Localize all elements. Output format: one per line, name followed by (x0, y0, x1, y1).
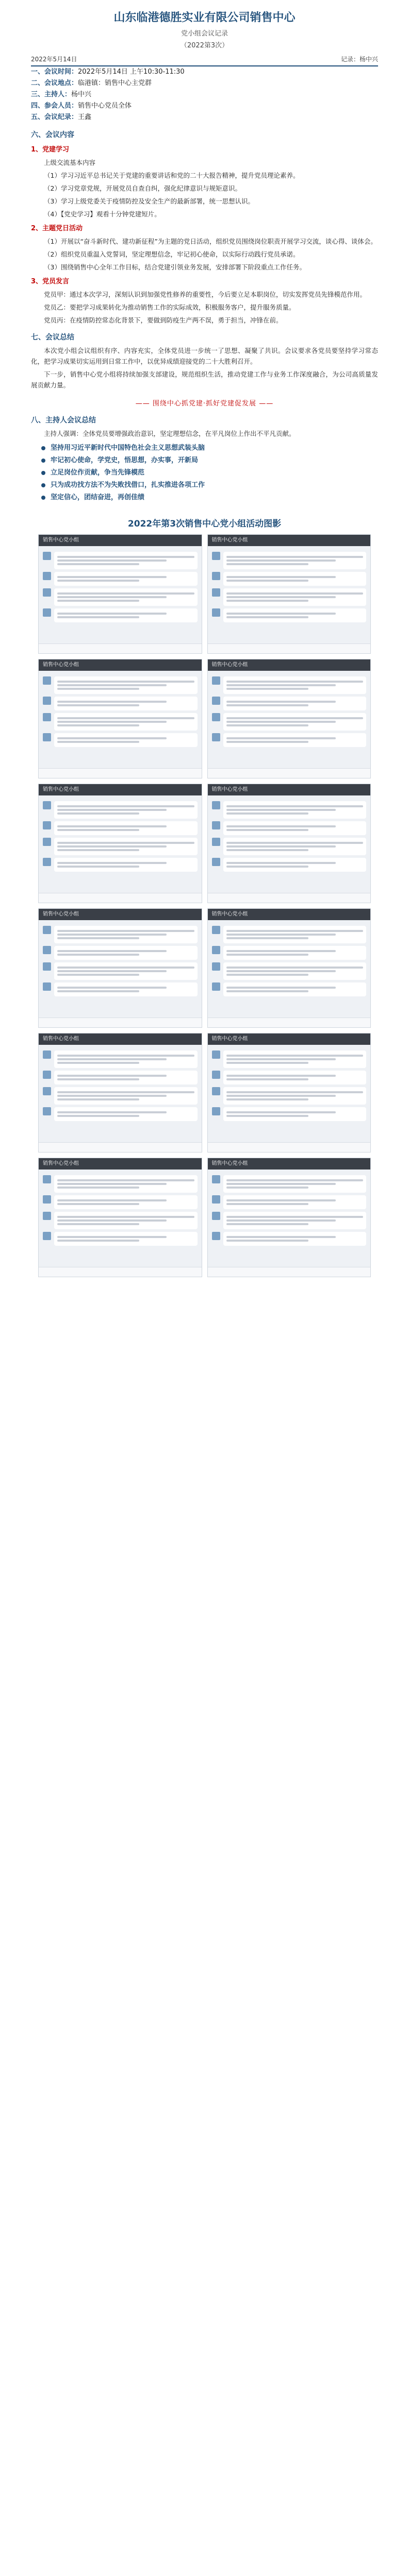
subsection-title: 1、党建学习 (31, 146, 70, 154)
paragraph: （2）学习党章党规，开展党员自查自纠，强化纪律意识与规矩意识。 (44, 184, 241, 192)
info-value: 销售中心党员全体 (78, 102, 132, 110)
text-line (226, 1179, 364, 1181)
paragraph: 本次党小组会议组织有序、内容充实，全体党员进一步统一了思想、凝聚了共识。会议要求各党员要坚持学习常态化，把学习成果切实运用到日常工作中，以优异成绩迎接党的二十大胜利召开。 (31, 347, 378, 365)
chat-header: 销售中心党小组 (39, 1033, 202, 1045)
chat-bubble (223, 1087, 367, 1105)
chat-body (39, 1170, 202, 1251)
text-line (226, 737, 336, 739)
chat-body (39, 795, 202, 877)
text-line (57, 934, 167, 936)
text-line (226, 616, 308, 618)
chat-screenshot (207, 908, 371, 1028)
chat-bubble (223, 1175, 367, 1193)
text-line (226, 1216, 364, 1218)
chat-input-bar (39, 768, 202, 778)
meeting-info (31, 66, 378, 123)
text-line (57, 741, 139, 743)
text-line (57, 990, 139, 992)
text-line (226, 688, 308, 690)
text-line (226, 805, 364, 807)
text-line (57, 580, 139, 582)
text-line (57, 724, 139, 726)
text-line (57, 1062, 139, 1064)
text-line (226, 741, 308, 743)
text-line (226, 1236, 336, 1238)
chat-bubble (54, 572, 198, 586)
paragraph: 党员甲：通过本次学习，深刻认识到加强党性修养的重要性，今后要立足本职岗位，切实发挥党员先锋模范作用。 (44, 291, 367, 298)
text-line (226, 701, 336, 703)
text-line (226, 600, 308, 602)
bullet-item: 坚定信心，团结奋进，再创佳绩 (41, 492, 378, 504)
text-line (226, 1098, 308, 1100)
text-line (226, 1203, 308, 1205)
text-line (57, 684, 167, 686)
text-line (226, 1058, 336, 1060)
info-label: 五、会议纪录： (31, 113, 78, 121)
chat-bubble (54, 821, 198, 835)
text-line (57, 812, 139, 815)
summary-body (31, 428, 378, 439)
chat-bubble (54, 946, 198, 960)
chat-body (208, 1045, 371, 1127)
chat-screenshot (207, 534, 371, 654)
text-line (226, 704, 308, 706)
text-line (226, 613, 336, 615)
chat-bubble (223, 1050, 367, 1068)
chat-bubble (54, 1195, 198, 1209)
ornament-divider: —— 围绕中心抓党建·抓好党建促发展 —— (135, 400, 274, 408)
text-line (57, 987, 167, 989)
chat-bubble (54, 588, 198, 606)
text-line (226, 829, 308, 831)
text-line (226, 1199, 336, 1201)
gallery-title: 2022年第3次销售中心党小组活动图影 (127, 519, 282, 529)
text-line (57, 845, 167, 848)
text-line (57, 1115, 139, 1117)
text-line (226, 934, 336, 936)
info-value: 2022年5月14日 上午10:30-11:30 (78, 68, 185, 76)
chat-screenshot (38, 1158, 202, 1277)
text-line (57, 1216, 194, 1218)
chat-bubble (223, 713, 367, 731)
text-line (226, 990, 308, 992)
chat-header: 销售中心党小组 (39, 535, 202, 546)
text-line (226, 1062, 308, 1064)
paragraph: （3）学习上级党委关于疫情防控及安全生产的最新部署，统一思想认识。 (44, 197, 254, 205)
bullet-item: 牢记初心使命，学党史，悟思想，办实事，开新局 (41, 454, 378, 467)
meta-row (31, 55, 378, 66)
chat-bubble (223, 1071, 367, 1084)
chat-bubble (223, 1212, 367, 1229)
text-line (226, 849, 308, 851)
text-line (57, 849, 139, 851)
chat-bubble (54, 697, 198, 710)
photo-gallery (38, 534, 371, 1277)
chat-header: 销售中心党小组 (39, 659, 202, 671)
text-line (57, 937, 139, 939)
chat-bubble (54, 713, 198, 731)
section-heading: 六、会议内容 (31, 131, 74, 139)
chat-bubble (223, 858, 367, 872)
chat-bubble (223, 801, 367, 819)
chat-body (208, 671, 371, 753)
text-line (226, 866, 308, 868)
chat-bubble (223, 1232, 367, 1246)
text-line (57, 967, 194, 969)
paragraph: 党员乙：要把学习成果转化为推动销售工作的实际成效，积极服务客户，提升服务质量。 (44, 303, 296, 311)
chat-input-bar (208, 1142, 371, 1152)
text-line (226, 1091, 364, 1093)
chat-header: 销售中心党小组 (39, 909, 202, 920)
text-line (226, 825, 336, 827)
document-subtitle: 党小组会议记录 (181, 30, 228, 38)
chat-body (208, 920, 371, 1002)
text-line (226, 950, 336, 952)
text-line (57, 600, 139, 602)
chat-bubble (223, 821, 367, 835)
chat-bubble (223, 733, 367, 747)
text-line (226, 717, 364, 719)
text-line (57, 688, 139, 690)
paragraph: （4）【党史学习】观看十分钟党建短片。 (44, 210, 161, 218)
info-value: 临港镇：销售中心主党群 (78, 79, 152, 87)
chat-screenshot (38, 534, 202, 654)
text-line (226, 592, 364, 595)
subsection-title: 3、党员发言 (31, 278, 70, 285)
chat-bubble (54, 1212, 198, 1229)
text-line (57, 1187, 139, 1189)
text-line (226, 1115, 308, 1117)
text-line (226, 845, 336, 848)
document-issue: （2022第3次） (180, 42, 229, 49)
text-line (226, 809, 336, 811)
text-line (57, 704, 139, 706)
chat-bubble (223, 962, 367, 980)
paragraph: （3）围绕销售中心全年工作目标，结合党建引领业务发展，安排部署下阶段重点工作任务。 (44, 263, 306, 271)
chat-bubble (54, 926, 198, 943)
text-line (57, 825, 167, 827)
text-line (226, 1240, 308, 1242)
text-line (57, 1219, 167, 1222)
chat-body (208, 1170, 371, 1251)
text-line (226, 596, 336, 598)
chat-header: 销售中心党小组 (39, 1158, 202, 1170)
chat-bubble (54, 1175, 198, 1193)
chat-input-bar (208, 1018, 371, 1027)
chat-input-bar (39, 643, 202, 653)
subsection-title: 2、主题党日活动 (31, 225, 83, 232)
text-line (226, 930, 364, 932)
chat-bubble (54, 1050, 198, 1068)
chat-bubble (54, 608, 198, 622)
chat-bubble (223, 1195, 367, 1209)
text-line (57, 681, 194, 683)
text-line (226, 1111, 336, 1113)
info-line (31, 78, 378, 89)
info-line (31, 100, 378, 112)
chat-screenshot (38, 659, 202, 778)
chat-bubble (223, 982, 367, 996)
chat-bubble (223, 676, 367, 694)
chat-bubble (54, 552, 198, 569)
text-line (57, 737, 167, 739)
text-line (57, 805, 194, 807)
paragraph: 党员丙：在疫情防控常态化背景下，要做到防疫生产两不误，勇于担当，冲锋在前。 (44, 316, 283, 324)
text-line (57, 613, 167, 615)
text-line (226, 1183, 336, 1185)
text-line (226, 967, 364, 969)
bullet-item: 立足岗位作贡献，争当先锋模范 (41, 467, 378, 479)
chat-bubble (223, 697, 367, 710)
chat-bubble (223, 608, 367, 622)
info-value: 杨中兴 (71, 91, 92, 98)
text-line (226, 724, 308, 726)
text-line (226, 1095, 336, 1097)
text-line (226, 987, 336, 989)
chat-input-bar (208, 643, 371, 653)
chat-input-bar (208, 893, 371, 903)
text-line (57, 1199, 167, 1201)
text-line (57, 974, 139, 976)
paragraph: 上级交流基本内容 (44, 159, 96, 166)
info-line (31, 66, 378, 78)
text-line (57, 866, 139, 868)
text-line (226, 1055, 364, 1057)
info-label: 三、主持人： (31, 91, 72, 98)
info-line (31, 112, 378, 123)
text-line (57, 954, 139, 956)
text-line (57, 576, 167, 578)
chat-body (208, 795, 371, 877)
chat-input-bar (39, 1267, 202, 1277)
paragraph: 下一步，销售中心党小组将持续加强支部建设，规范组织生活，推动党建工作与业务工作深度融合，为公司高质量发展贡献力量。 (31, 370, 378, 389)
text-line (57, 1095, 167, 1097)
text-line (226, 576, 336, 578)
chat-screenshot (207, 1033, 371, 1153)
chat-bubble (223, 588, 367, 606)
text-line (57, 930, 194, 932)
text-line (226, 684, 336, 686)
chat-input-bar (39, 1142, 202, 1152)
chat-screenshot (38, 908, 202, 1028)
chat-bubble (223, 572, 367, 586)
text-line (57, 950, 167, 952)
text-line (57, 592, 194, 595)
paragraph: （2）组织党员重温入党誓词，坚定理想信念，牢记初心使命，以实际行动践行党员承诺。 (44, 250, 300, 258)
text-line (57, 1223, 139, 1225)
chat-header: 销售中心党小组 (208, 535, 371, 546)
chat-bubble (223, 946, 367, 960)
text-line (226, 563, 308, 565)
chat-header: 销售中心党小组 (208, 659, 371, 671)
text-line (57, 970, 167, 972)
chat-screenshot (38, 784, 202, 903)
text-line (57, 1203, 139, 1205)
text-line (57, 862, 167, 864)
chat-bubble (54, 1071, 198, 1084)
chat-bubble (223, 1107, 367, 1121)
text-line (57, 1091, 194, 1093)
text-line (226, 681, 364, 683)
chat-body (39, 1045, 202, 1127)
chat-header: 销售中心党小组 (208, 1033, 371, 1045)
info-label: 四、参会人员： (31, 102, 78, 110)
text-line (226, 1187, 308, 1189)
text-line (226, 862, 336, 864)
chat-bubble (54, 962, 198, 980)
paragraph: （1）开展以“奋斗新时代、建功新征程”为主题的党日活动，组织党员围绕岗位职责开展学习交流，谈心得、谈体会。 (44, 238, 377, 245)
text-line (57, 829, 139, 831)
chat-body (39, 671, 202, 753)
text-line (57, 1179, 194, 1181)
chat-bubble (54, 1107, 198, 1121)
text-line (57, 556, 194, 558)
text-line (226, 1219, 336, 1222)
meeting-sections (31, 129, 378, 391)
text-line (226, 556, 364, 558)
chat-body (208, 546, 371, 628)
text-line (226, 580, 308, 582)
bullet-list (41, 442, 378, 504)
summary-paragraph: 主持人强调：全体党员要增强政治意识，坚定理想信念，在平凡岗位上作出不平凡贡献。 (44, 430, 296, 437)
info-value: 王鑫 (78, 113, 92, 121)
text-line (57, 1058, 167, 1060)
chat-header: 销售中心党小组 (208, 909, 371, 920)
chat-bubble (54, 1232, 198, 1246)
text-line (226, 560, 336, 562)
chat-bubble (54, 733, 198, 747)
chat-body (39, 546, 202, 628)
text-line (57, 1078, 139, 1080)
info-label: 二、会议地点： (31, 79, 78, 87)
text-line (57, 1183, 167, 1185)
document-title: 山东临港德胜实业有限公司销售中心 (113, 11, 296, 24)
chat-header: 销售中心党小组 (208, 784, 371, 795)
section-heading: 七、会议总结 (31, 333, 74, 342)
chat-input-bar (208, 1267, 371, 1277)
text-line (226, 954, 308, 956)
chat-screenshot (207, 659, 371, 778)
chat-bubble (54, 1087, 198, 1105)
chat-screenshot (207, 1158, 371, 1277)
meta-recorder: 记录：杨中兴 (340, 56, 378, 63)
text-line (226, 812, 308, 815)
chat-input-bar (39, 893, 202, 903)
text-line (226, 970, 336, 972)
text-line (57, 596, 167, 598)
text-line (226, 1078, 308, 1080)
bullet-item: 坚持用习近平新时代中国特色社会主义思想武装头脑 (41, 442, 378, 454)
text-line (57, 842, 194, 844)
chat-bubble (54, 801, 198, 819)
chat-bubble (223, 926, 367, 943)
chat-bubble (54, 676, 198, 694)
text-line (57, 1240, 139, 1242)
text-line (57, 1055, 194, 1057)
chat-header: 销售中心党小组 (39, 784, 202, 795)
text-line (226, 937, 308, 939)
text-line (57, 1236, 167, 1238)
chat-input-bar (208, 768, 371, 778)
text-line (226, 1075, 336, 1077)
paragraph: （1）学习习近平总书记关于党建的重要讲话和党的二十大报告精神，提升党员理论素养。 (44, 172, 300, 179)
text-line (57, 563, 139, 565)
text-line (226, 721, 336, 723)
meta-date: 2022年5月14日 (31, 56, 77, 63)
text-line (57, 701, 167, 703)
chat-bubble (54, 838, 198, 855)
text-line (57, 1098, 139, 1100)
text-line (57, 1075, 167, 1077)
chat-screenshot (207, 784, 371, 903)
chat-bubble (54, 858, 198, 872)
chat-bubble (223, 838, 367, 855)
info-line (31, 89, 378, 100)
summary-heading: 八、主持人会议总结 (31, 416, 96, 425)
chat-bubble (54, 982, 198, 996)
info-label: 一、会议时间： (31, 68, 78, 76)
text-line (226, 974, 308, 976)
text-line (57, 1111, 167, 1113)
bullet-item: 只为成功找方法不为失败找借口，扎实推进各项工作 (41, 479, 378, 492)
chat-body (39, 920, 202, 1002)
text-line (57, 809, 167, 811)
chat-input-bar (39, 1018, 202, 1027)
chat-header: 销售中心党小组 (208, 1158, 371, 1170)
text-line (57, 560, 167, 562)
text-line (57, 717, 194, 719)
chat-bubble (223, 552, 367, 569)
text-line (226, 842, 364, 844)
text-line (226, 1223, 308, 1225)
text-line (57, 721, 167, 723)
text-line (57, 616, 139, 618)
chat-screenshot (38, 1033, 202, 1153)
